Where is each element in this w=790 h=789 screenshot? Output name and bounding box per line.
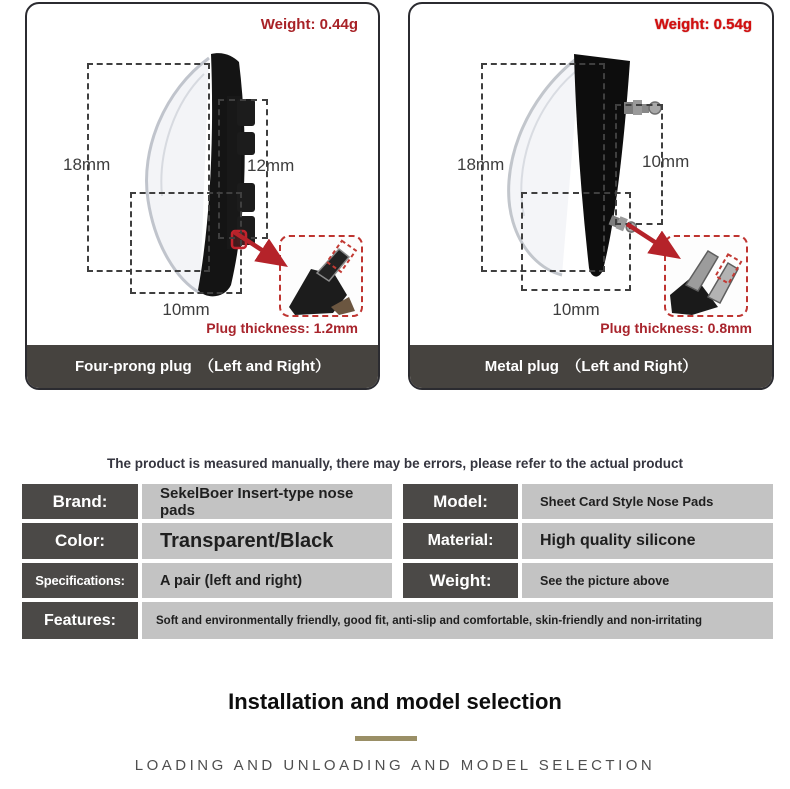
red-arrow-icon <box>229 224 289 270</box>
product-panel-four-prong-plug <box>25 2 380 390</box>
plug-closeup-photo <box>281 237 361 315</box>
caption-bar <box>410 345 772 388</box>
plug-thickness-label: Plug thickness: 1.2mm <box>206 320 358 336</box>
spec-value-model: Sheet Card Style Nose Pads <box>522 484 773 519</box>
spec-value-specifications: A pair (left and right) <box>142 563 392 598</box>
dimension-box-depth-10mm <box>521 192 631 291</box>
dim-label-18mm: 18mm <box>457 155 505 174</box>
disclaimer-text: The product is measured manually, there may be errors, please refer to the actual product <box>107 456 683 471</box>
plug-detail-inset <box>279 235 363 317</box>
spec-value-weight: See the picture above <box>522 563 773 598</box>
spec-value-brand: SekelBoer Insert-type nose pads <box>142 484 392 519</box>
dim-label-10mm: 10mm <box>162 300 210 319</box>
weight-label: Weight: 0.44g <box>260 16 358 33</box>
dimension-box-depth-10mm <box>130 192 242 294</box>
dim-label-12mm: 12mm <box>247 156 295 175</box>
spec-label-model: Model: <box>403 484 518 519</box>
spec-label-brand: Brand: <box>22 484 138 519</box>
section-subheading: LOADING AND UNLOADING AND MODEL SELECTION <box>134 757 656 774</box>
plug-thickness-label: Plug thickness: 0.8mm <box>600 320 752 336</box>
red-arrow-icon <box>622 216 682 262</box>
spec-label-color: Color: <box>22 523 138 559</box>
section-heading: Installation and model selection <box>228 689 562 714</box>
metal-prong-1 <box>686 251 718 291</box>
caption-text: Four-prong plug （Left and Right） <box>75 358 330 375</box>
caption-bar <box>27 345 378 388</box>
dim-label-18mm: 18mm <box>63 155 111 174</box>
spec-label-weight: Weight: <box>403 563 518 598</box>
weight-label: Weight: 0.54g <box>654 16 752 33</box>
divider <box>355 736 417 741</box>
product-panel-metal-plug <box>408 2 774 390</box>
spec-value-material: High quality silicone <box>522 523 773 559</box>
spec-label-specifications: Specifications: <box>22 563 138 598</box>
spec-label-material: Material: <box>403 523 518 559</box>
spec-value-features: Soft and environmentally friendly, good fit, anti-slip and comfortable, skin-friendly and non-irritating <box>142 602 773 639</box>
dim-label-10mm-bottom: 10mm <box>552 300 600 319</box>
metal-prong-2 <box>708 263 738 303</box>
spec-value-color: Transparent/Black <box>142 523 392 559</box>
spec-label-features: Features: <box>22 602 138 639</box>
dim-label-10mm-right: 10mm <box>642 152 690 171</box>
caption-text: Metal plug （Left and Right） <box>484 358 698 375</box>
